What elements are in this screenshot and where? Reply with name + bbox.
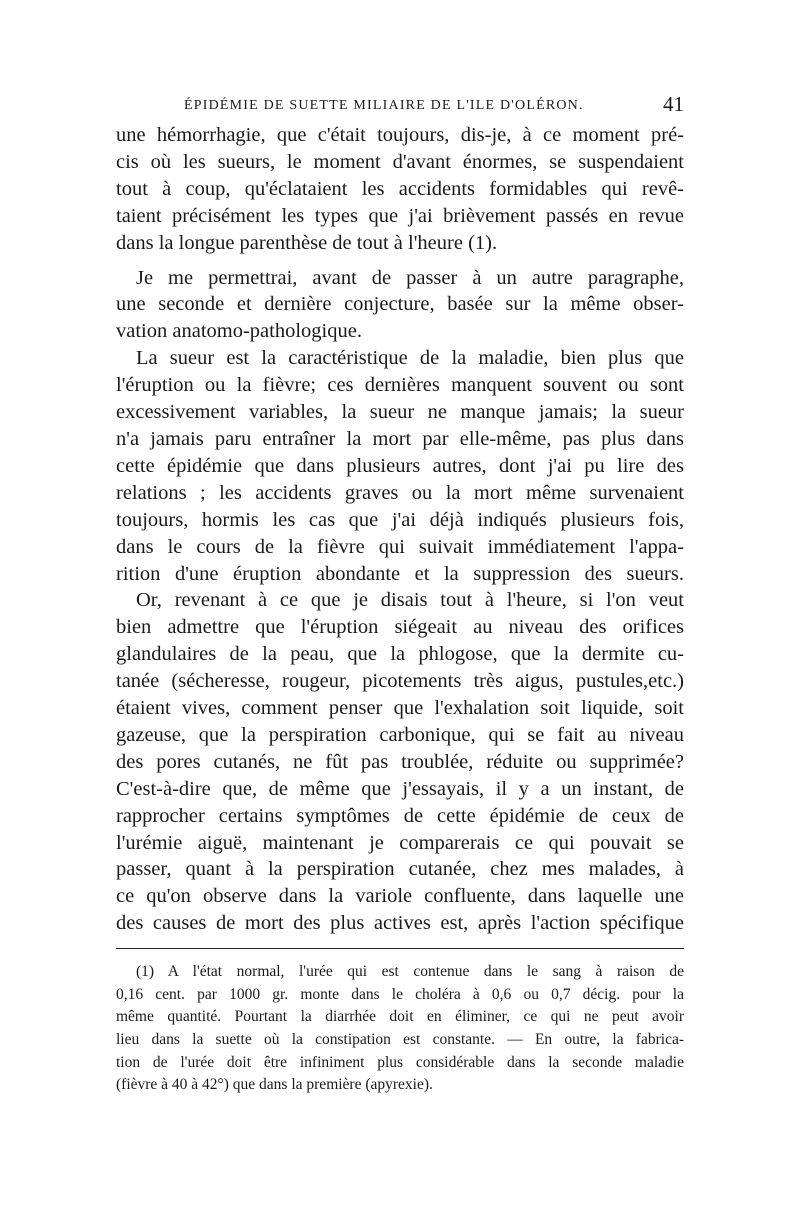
- running-title: ÉPIDÉMIE DE SUETTE MILIAIRE DE L'ILE D'OLÉRON.: [184, 98, 584, 113]
- footnote-divider: [116, 948, 684, 949]
- footnote-line: (fièvre à 40 à 42°) que dans la première (apyrexie).: [116, 1076, 433, 1094]
- text-line: cis où les sueurs, le moment d'avant énormes, se suspendaient: [116, 150, 684, 173]
- paragraph-4: [116, 587, 684, 937]
- paragraph-2: [116, 265, 684, 346]
- text-line: l'urémie aiguë, maintenant je comparerais ce qui pouvait se: [116, 831, 684, 854]
- text-line: toujours, hormis les cas que j'ai déjà indiqués plusieurs fois,: [116, 508, 684, 531]
- footnote-1: [116, 961, 684, 1097]
- text-line: Je me permettrai, avant de passer à un autre paragraphe,: [136, 266, 684, 289]
- text-line: l'éruption ou la fièvre; ces dernières manquent souvent ou sont: [116, 374, 684, 397]
- page-header: [116, 92, 684, 122]
- text-line: taient précisément les types que j'ai brièvement passés en revue: [116, 204, 684, 227]
- footnote-line: même quantité. Pourtant la diarrhée doit en éliminer, ce qui ne peut avoir: [116, 1008, 684, 1026]
- text-line: étaient vives, comment penser que l'exhalation soit liquide, soit: [116, 697, 684, 720]
- text-line: tout à coup, qu'éclataient les accidents formidables qui revê-: [116, 177, 684, 200]
- footnote-line: lieu dans la suette où la constipation est constante. — En outre, la fabrica-: [116, 1030, 684, 1048]
- text-line: vation anatomo-pathologique.: [116, 320, 362, 343]
- footnote-line: tion de l'urée doit être infiniment plus considérable dans la seconde maladie: [116, 1053, 684, 1071]
- paragraph-1: [116, 122, 684, 257]
- text-line: passer, quant à la perspiration cutanée, chez mes malades, à: [116, 858, 684, 881]
- text-line: La sueur est la caractéristique de la maladie, bien plus que: [136, 347, 684, 370]
- text-line: une hémorrhagie, que c'était toujours, dis-je, à ce moment pré-: [116, 124, 684, 146]
- footnote-line: 0,16 cent. par 1000 gr. monte dans le choléra à 0,6 ou 0,7 décig. pour la: [116, 985, 684, 1003]
- text-line: des causes de mort des plus actives est, après l'action spécifique: [116, 912, 684, 935]
- text-line: des pores cutanés, ne fût pas troublée, réduite ou supprimée?: [116, 750, 684, 773]
- text-line: dans le cours de la fièvre qui suivait immédiatement l'appa-: [116, 535, 684, 558]
- paragraph-3: [116, 345, 684, 587]
- text-line: glandulaires de la peau, que la phlogose, que la dermite cu-: [116, 643, 684, 666]
- text-line: C'est-à-dire que, de même que j'essayais, il y a un instant, de: [116, 777, 684, 800]
- text-line: cette épidémie que dans plusieurs autres, dont j'ai pu lire des: [116, 454, 684, 477]
- text-line: rition d'une éruption abondante et la suppression des sueurs.: [116, 562, 684, 585]
- page-number: 41: [663, 92, 684, 116]
- text-line: excessivement variables, la sueur ne manque jamais; la sueur: [116, 401, 684, 424]
- text-line: gazeuse, que la perspiration carbonique, qui se fait au niveau: [116, 723, 684, 746]
- footnotes: [116, 961, 684, 1097]
- text-line: bien admettre que l'éruption siégeait au niveau des orifices: [116, 616, 684, 639]
- book-page: [116, 92, 684, 1097]
- text-line: tanée (sécheresse, rougeur, picotements très aigus, pustules,etc.): [116, 670, 684, 693]
- text-line: relations ; les accidents graves ou la mort même survenaient: [116, 481, 684, 504]
- text-line: dans la longue parenthèse de tout à l'heure (1).: [116, 231, 498, 254]
- text-line: une seconde et dernière conjecture, basée sur la même obser-: [116, 293, 684, 316]
- footnote-line: (1) A l'état normal, l'urée qui est contenue dans le sang à raison de: [136, 963, 684, 981]
- body-text: [116, 122, 684, 937]
- text-line: ce qu'on observe dans la variole confluente, dans laquelle une: [116, 885, 684, 908]
- text-line: rapprocher certains symptômes de cette épidémie de ceux de: [116, 804, 684, 827]
- text-line: n'a jamais paru entraîner la mort par elle-même, pas plus dans: [116, 427, 684, 450]
- text-line: Or, revenant à ce que je disais tout à l'heure, si l'on veut: [136, 589, 684, 612]
